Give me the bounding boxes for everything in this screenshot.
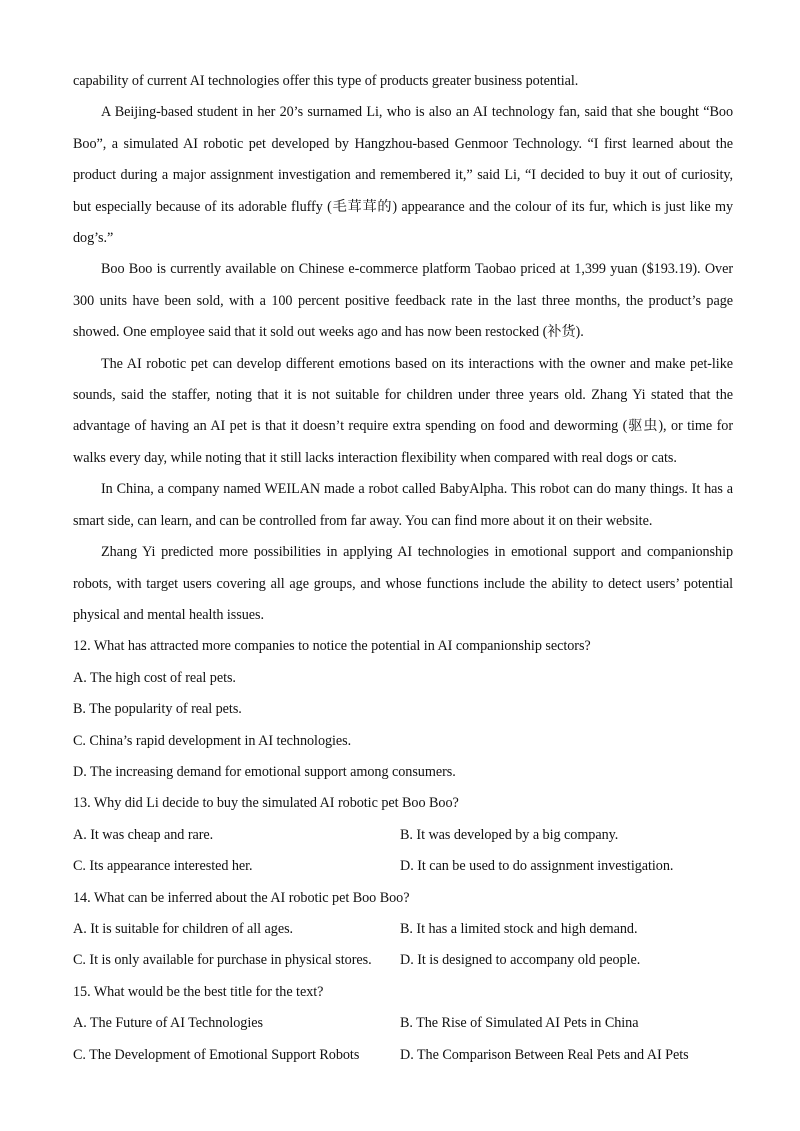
question-14 bbox=[73, 883, 733, 977]
question-stem: 12. What has attracted more companies to notice the potential in AI companionship sectors? bbox=[73, 638, 591, 655]
passage-paragraph-5: In China, a company named WEILAN made a robot called BabyAlpha. This robot can do many things. It has a smart side, can learn, and can be controlled from far away. You can find more about it on their website. bbox=[73, 481, 733, 529]
passage-paragraph-4: The AI robotic pet can develop different emotions based on its interactions with the owner and make pet-like sounds, said the staffer, noting that it is not suitable for children under three years old. Zhang Yi stated that the advantage of having an AI pet is that it doesn’t require extra spending on food and deworming (驱虫), or time for walks every day, while noting that it still lacks interaction flexibility when compared with real dogs or cats. bbox=[73, 355, 733, 466]
option-row bbox=[73, 1008, 733, 1039]
passage-paragraph-6: Zhang Yi predicted more possibilities in applying AI technologies in emotional support and companionship robots, with target users covering all age groups, and whose functions include the ability to detect users’ potential physical and mental health issues. bbox=[73, 544, 733, 623]
question-stem: 14. What can be inferred about the AI robotic pet Boo Boo? bbox=[73, 889, 410, 906]
option-row bbox=[73, 851, 733, 882]
option-c: C. It is only available for purchase in physical stores. bbox=[73, 952, 372, 969]
option-row bbox=[73, 945, 733, 976]
option-b: B. It was developed by a big company. bbox=[400, 826, 619, 843]
option-d: D. It can be used to do assignment investigation. bbox=[400, 858, 674, 875]
option-d: D. The increasing demand for emotional support among consumers. bbox=[73, 763, 456, 780]
option-b: B. It has a limited stock and high demand. bbox=[400, 920, 638, 937]
question-12 bbox=[73, 631, 733, 788]
option-c: C. The Development of Emotional Support Robots bbox=[73, 1046, 360, 1063]
option-b: B. The popularity of real pets. bbox=[73, 701, 242, 718]
option-c: C. Its appearance interested her. bbox=[73, 858, 253, 875]
option-row bbox=[73, 1040, 733, 1071]
option-d: D. The Comparison Between Real Pets and AI Pets bbox=[400, 1046, 689, 1063]
question-stem: 15. What would be the best title for the text? bbox=[73, 983, 324, 1000]
question-13 bbox=[73, 788, 733, 882]
option-d: D. It is designed to accompany old people. bbox=[400, 952, 641, 969]
passage-paragraph-2: A Beijing-based student in her 20’s surnamed Li, who is also an AI technology fan, said that she bought “Boo Boo”, a simulated AI robotic pet developed by Hangzhou-based Genmoor Technology. “I first learned about the product during a major assignment investigation and remembered it,” said Li, “I decided to buy it out of curiosity, but especially because of its adorable fluffy (毛茸茸的) appearance and the colour of its fur, which is just like my dog’s.” bbox=[73, 104, 733, 247]
document-page bbox=[73, 66, 733, 1071]
option-a: A. The Future of AI Technologies bbox=[73, 1015, 263, 1032]
option-a: A. The high cost of real pets. bbox=[73, 669, 236, 686]
passage-paragraph-1: capability of current AI technologies offer this type of products greater business potential. bbox=[73, 73, 579, 89]
option-row bbox=[73, 820, 733, 851]
option-b: B. The Rise of Simulated AI Pets in China bbox=[400, 1015, 639, 1032]
question-15 bbox=[73, 977, 733, 1071]
passage-paragraph-3: Boo Boo is currently available on Chinese e-commerce platform Taobao priced at 1,399 yuan ($193.19). Over 300 units have been sold, with a 100 percent positive feedback rate in the last three months, the product’s page showed. One employee said that it sold out weeks ago and has now been restocked (补货). bbox=[73, 261, 733, 341]
option-a: A. It was cheap and rare. bbox=[73, 826, 214, 843]
option-row bbox=[73, 914, 733, 945]
option-a: A. It is suitable for children of all ages. bbox=[73, 920, 294, 937]
question-stem: 13. Why did Li decide to buy the simulated AI robotic pet Boo Boo? bbox=[73, 795, 459, 812]
option-c: C. China’s rapid development in AI technologies. bbox=[73, 732, 352, 749]
reading-passage bbox=[73, 66, 733, 631]
